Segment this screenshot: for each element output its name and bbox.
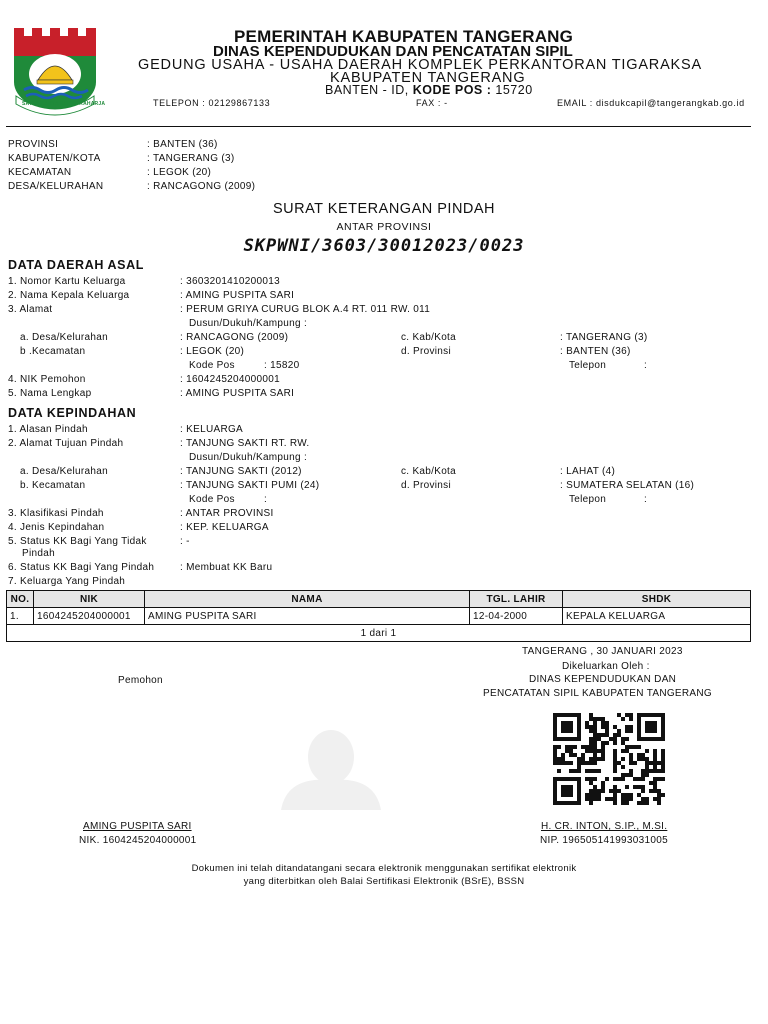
field-label: 4. Jenis Kepindahan — [8, 522, 105, 533]
header-telephone: TELEPON : 02129867133 — [153, 98, 271, 108]
field-label: 4. NIK Pemohon — [8, 374, 86, 385]
family-head: : AMING PUSPITA SARI — [180, 290, 295, 301]
postal-label: KODE POS : — [412, 83, 492, 97]
destination-desa: : TANJUNG SAKTI (2012) — [180, 466, 302, 477]
destination-kab: : LAHAT (4) — [560, 466, 616, 477]
department-name: DINAS KEPENDUDUKAN DAN PENCATATAN SIPIL — [213, 43, 573, 60]
field-label: 3. Alamat — [8, 304, 53, 315]
kk-number: : 3603201410200013 — [180, 276, 280, 287]
table-cell: 12-04-2000 — [470, 608, 563, 625]
address-line-2: KABUPATEN TANGERANG — [330, 70, 526, 86]
postal-code: 15720 — [495, 83, 533, 97]
region-value: : RANCAGONG (2009) — [147, 181, 256, 192]
logo-motto: SATYA KARYA KERTA RAHARJA — [22, 101, 106, 107]
origin-kodepos: : 15820 — [264, 360, 300, 371]
move-classification: : ANTAR PROVINSI — [180, 508, 274, 519]
field-label: 2. Alamat Tujuan Pindah — [8, 438, 124, 449]
field-label: 5. Status KK Bagi Yang Tidak — [8, 536, 147, 547]
applicant-name: : AMING PUSPITA SARI — [180, 388, 295, 399]
table-cell: 1. — [7, 608, 34, 625]
region-value: : BANTEN (36) — [147, 139, 218, 150]
field-label: Kode Pos — [189, 360, 235, 371]
field-label: b. Kecamatan — [20, 480, 86, 491]
field-label: d. Provinsi — [401, 480, 451, 491]
table-row — [7, 608, 751, 625]
column-header: NIK — [34, 591, 145, 608]
origin-address: : PERUM GRIYA CURUG BLOK A.4 RT. 011 RW. 011 — [180, 304, 431, 315]
origin-dusun: Dusun/Dukuh/Kampung : — [189, 318, 308, 329]
footer-line-2: yang diterbitkan oleh Balai Sertifikasi Elektronik (BSrE), BSSN — [243, 876, 525, 887]
table-page-row — [7, 625, 751, 642]
place-date: TANGERANG , 30 JANUARI 2023 — [522, 646, 683, 657]
region-label: DESA/KELURAHAN — [8, 181, 104, 192]
move-heading: DATA KEPINDAHAN — [8, 406, 137, 420]
destination-kodepos: : — [264, 494, 268, 505]
destination-address: : TANJUNG SAKTI RT. RW. — [180, 438, 310, 449]
field-label: 1. Nomor Kartu Keluarga — [8, 276, 126, 287]
applicant-signature-name: AMING PUSPITA SARI — [83, 821, 192, 832]
applicant-signature-nik: NIK. 1604245204000001 — [79, 835, 197, 846]
address-line-1: GEDUNG USAHA - USAHA DAERAH KOMPLEK PERKANTORAN TIGARAKSA — [138, 57, 702, 73]
region-label: PROVINSI — [8, 139, 59, 150]
origin-telepon: : — [644, 360, 648, 371]
origin-kecamatan: : LEGOK (20) — [180, 346, 245, 357]
field-label: Telepon — [569, 360, 607, 371]
field-label: c. Kab/Kota — [401, 466, 456, 477]
field-label: 3. Klasifikasi Pindah — [8, 508, 104, 519]
issuer-line-1: DINAS KEPENDUDUKAN DAN — [529, 674, 677, 685]
official-nip: NIP. 196505141993031005 — [540, 835, 668, 846]
origin-heading: DATA DAERAH ASAL — [8, 258, 144, 272]
applicant-nik: : 1604245204000001 — [180, 374, 280, 385]
move-reason: : KELUARGA — [180, 424, 244, 435]
field-label: b .Kecamatan — [20, 346, 86, 357]
field-label: Pindah — [22, 548, 55, 559]
field-label: Telepon — [569, 494, 607, 505]
field-label: 5. Nama Lengkap — [8, 388, 92, 399]
field-label: 2. Nama Kepala Keluarga — [8, 290, 130, 301]
issuer-line-2: PENCATATAN SIPIL KABUPATEN TANGERANG — [483, 688, 712, 699]
region-value: : LEGOK (20) — [147, 167, 212, 178]
official-name: H. CR. INTON, S.IP., M.SI. — [541, 821, 668, 832]
field-label: 1. Alasan Pindah — [8, 424, 88, 435]
header-email: EMAIL : disdukcapil@tangerangkab.go.id — [557, 98, 745, 108]
page-indicator: 1 dari 1 — [7, 625, 751, 642]
field-label: a. Desa/Kelurahan — [20, 466, 108, 477]
field-label: a. Desa/Kelurahan — [20, 332, 108, 343]
move-type: : KEP. KELUARGA — [180, 522, 269, 533]
table-cell: KEPALA KELUARGA — [563, 608, 751, 625]
destination-kecamatan: : TANJUNG SAKTI PUMI (24) — [180, 480, 320, 491]
header-fax: FAX : - — [416, 98, 448, 108]
origin-kab: : TANGERANG (3) — [560, 332, 648, 343]
destination-telepon: : — [644, 494, 648, 505]
family-table — [6, 590, 751, 642]
address-line-3 — [325, 83, 533, 97]
field-label: Kode Pos — [189, 494, 235, 505]
government-name: PEMERINTAH KABUPATEN TANGERANG — [234, 27, 574, 46]
field-label: d. Provinsi — [401, 346, 451, 357]
applicant-label: Pemohon — [118, 675, 163, 686]
destination-provinsi: : SUMATERA SELATAN (16) — [560, 480, 695, 491]
status-kk-move: : Membuat KK Baru — [180, 562, 273, 573]
region-label: KABUPATEN/KOTA — [8, 153, 101, 164]
region-value: : TANGERANG (3) — [147, 153, 235, 164]
destination-dusun: Dusun/Dukuh/Kampung : — [189, 452, 308, 463]
regency-logo — [10, 24, 106, 116]
table-cell: 1604245204000001 — [34, 608, 145, 625]
header-divider — [6, 126, 751, 127]
column-header: NO. — [7, 591, 34, 608]
field-label: 6. Status KK Bagi Yang Pindah — [8, 562, 155, 573]
address-region: BANTEN - ID, — [325, 83, 409, 97]
origin-provinsi: : BANTEN (36) — [560, 346, 631, 357]
column-header: NAMA — [145, 591, 470, 608]
table-header-row — [7, 591, 751, 608]
origin-desa: : RANCAGONG (2009) — [180, 332, 289, 343]
footer-line-1: Dokumen ini telah ditandatangani secara elektronik menggunakan sertifikat elektronik — [191, 863, 577, 874]
column-header: TGL. LAHIR — [470, 591, 563, 608]
field-label: c. Kab/Kota — [401, 332, 456, 343]
qr-code — [553, 713, 665, 805]
issued-by: Dikeluarkan Oleh : — [562, 661, 650, 672]
column-header: SHDK — [563, 591, 751, 608]
region-label: KECAMATAN — [8, 167, 72, 178]
avatar-placeholder — [281, 724, 381, 810]
document-number: SKPWNI/3603/30012023/0023 — [243, 236, 525, 256]
field-label: 7. Keluarga Yang Pindah — [8, 576, 126, 587]
document-title: SURAT KETERANGAN PINDAH — [272, 201, 496, 217]
document-subtitle: ANTAR PROVINSI — [336, 221, 432, 233]
status-kk-stay: : - — [180, 536, 190, 547]
table-cell: AMING PUSPITA SARI — [145, 608, 470, 625]
